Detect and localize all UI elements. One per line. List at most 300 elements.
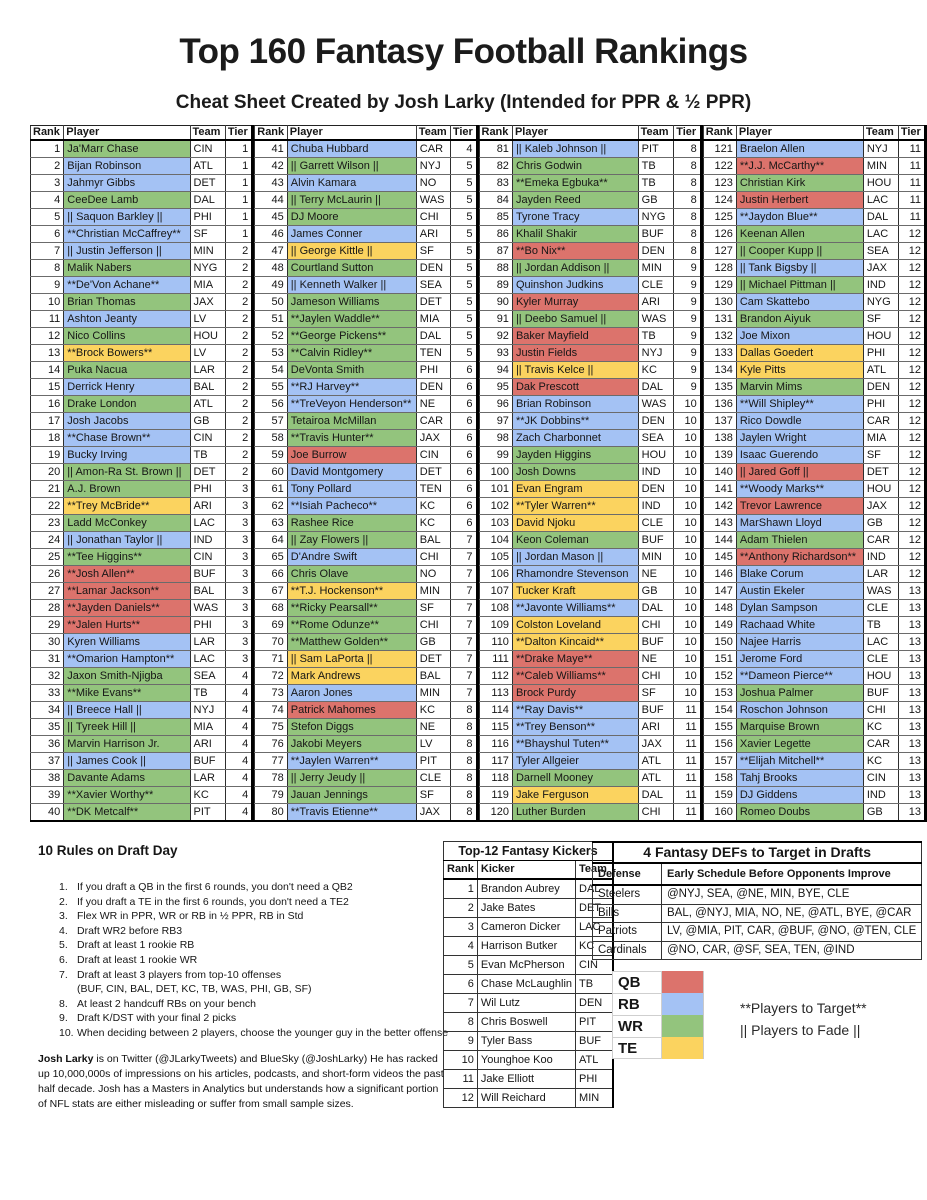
- team-cell: NO: [416, 566, 450, 583]
- team-cell: MIN: [416, 583, 450, 600]
- player-cell: Brian Robinson: [512, 396, 638, 413]
- rank-cell: 156: [703, 736, 736, 753]
- rank-cell: 130: [703, 294, 736, 311]
- rule-item: [38, 880, 448, 895]
- tier-cell: 10: [674, 532, 702, 549]
- team-cell: HOU: [638, 447, 674, 464]
- player-row: [479, 600, 701, 617]
- player-cell: Jakobi Meyers: [287, 736, 416, 753]
- column-header-rank: Rank: [479, 126, 512, 141]
- player-row: [255, 192, 477, 209]
- tier-cell: 7: [450, 600, 477, 617]
- player-row: [703, 464, 925, 481]
- kicker-name-cell: Brandon Aubrey: [477, 879, 575, 899]
- rule-item: [38, 909, 448, 924]
- player-row: [255, 583, 477, 600]
- kicker-team-cell: KC: [576, 937, 614, 956]
- rank-cell: 64: [255, 532, 288, 549]
- rule-item: [38, 953, 448, 968]
- tier-cell: 11: [898, 209, 925, 226]
- tier-cell: 5: [450, 192, 477, 209]
- player-row: [479, 566, 701, 583]
- rule-item: [38, 895, 448, 910]
- rank-cell: 8: [31, 260, 64, 277]
- tier-cell: 8: [674, 175, 702, 192]
- kicker-name-cell: Harrison Butker: [477, 937, 575, 956]
- legend-label-rb: RB: [612, 993, 662, 1015]
- rank-cell: 58: [255, 430, 288, 447]
- team-cell: ATL: [638, 753, 674, 770]
- rank-cell: 35: [31, 719, 64, 736]
- rank-cell: 141: [703, 481, 736, 498]
- rank-cell: 119: [479, 787, 512, 804]
- player-cell: Brian Thomas: [64, 294, 190, 311]
- player-row: [479, 413, 701, 430]
- tier-cell: 10: [674, 430, 702, 447]
- kicker-rank-cell: 3: [444, 918, 478, 937]
- player-row: [31, 243, 253, 260]
- rank-cell: 135: [703, 379, 736, 396]
- rankings-header-row: [479, 126, 701, 141]
- player-row: [703, 702, 925, 719]
- player-row: [703, 328, 925, 345]
- player-row: [703, 379, 925, 396]
- legend-swatch-rb: [662, 993, 704, 1015]
- team-cell: JAX: [638, 736, 674, 753]
- team-cell: PHI: [416, 362, 450, 379]
- team-cell: MIN: [638, 260, 674, 277]
- player-cell: Khalil Shakir: [512, 226, 638, 243]
- tier-cell: 11: [674, 787, 702, 804]
- rank-cell: 7: [31, 243, 64, 260]
- rank-cell: 128: [703, 260, 736, 277]
- rank-cell: 76: [255, 736, 288, 753]
- tier-cell: 5: [450, 294, 477, 311]
- author-name: Josh Larky: [38, 1053, 94, 1065]
- player-row: [703, 719, 925, 736]
- tier-cell: 7: [450, 566, 477, 583]
- player-cell: **Lamar Jackson**: [64, 583, 190, 600]
- player-cell: Jauan Jennings: [287, 787, 416, 804]
- team-cell: CAR: [863, 413, 898, 430]
- team-cell: WAS: [416, 192, 450, 209]
- rank-cell: 140: [703, 464, 736, 481]
- team-cell: NYG: [638, 209, 674, 226]
- tier-cell: 4: [225, 804, 252, 822]
- kicker-row: [444, 994, 614, 1013]
- team-cell: DAL: [190, 192, 225, 209]
- player-row: [255, 140, 477, 158]
- column-header-rank: Rank: [703, 126, 736, 141]
- player-cell: || Jared Goff ||: [736, 464, 863, 481]
- defense-schedule-cell: LV, @MIA, PIT, CAR, @BUF, @NO, @TEN, CLE: [662, 923, 922, 942]
- draft-rules-list: [38, 880, 448, 1041]
- tier-cell: 12: [898, 396, 925, 413]
- player-cell: **Jaylen Warren**: [287, 753, 416, 770]
- player-cell: Justin Herbert: [736, 192, 863, 209]
- rank-cell: 95: [479, 379, 512, 396]
- tier-cell: 2: [225, 243, 252, 260]
- tier-cell: 12: [898, 311, 925, 328]
- player-cell: || Tank Bigsby ||: [736, 260, 863, 277]
- player-row: [255, 600, 477, 617]
- team-cell: IND: [638, 464, 674, 481]
- player-cell: Kyle Pitts: [736, 362, 863, 379]
- player-row: [479, 634, 701, 651]
- player-cell: **Xavier Worthy**: [64, 787, 190, 804]
- team-cell: CHI: [416, 617, 450, 634]
- player-cell: Jerome Ford: [736, 651, 863, 668]
- rank-cell: 88: [479, 260, 512, 277]
- kicker-team-cell: CIN: [576, 956, 614, 975]
- rank-cell: 92: [479, 328, 512, 345]
- defense-schedule-cell: @NO, CAR, @SF, SEA, TEN, @IND: [662, 941, 922, 960]
- tier-cell: 5: [450, 158, 477, 175]
- team-cell: BUF: [638, 634, 674, 651]
- fade-note: || Players to Fade ||: [740, 1022, 861, 1038]
- player-cell: Braelon Allen: [736, 140, 863, 158]
- tier-cell: 7: [450, 668, 477, 685]
- player-row: [255, 158, 477, 175]
- player-cell: Dallas Goedert: [736, 345, 863, 362]
- team-cell: DAL: [863, 209, 898, 226]
- player-cell: **Travis Etienne**: [287, 804, 416, 822]
- tier-cell: 10: [674, 413, 702, 430]
- tier-cell: 4: [225, 753, 252, 770]
- team-cell: LAC: [190, 651, 225, 668]
- player-cell: Darnell Mooney: [512, 770, 638, 787]
- kicker-name-cell: Chris Boswell: [477, 1013, 575, 1032]
- team-cell: CIN: [416, 447, 450, 464]
- rank-cell: 102: [479, 498, 512, 515]
- team-cell: MIN: [638, 549, 674, 566]
- player-row: [255, 532, 477, 549]
- player-row: [479, 379, 701, 396]
- team-cell: TB: [638, 328, 674, 345]
- rank-cell: 29: [31, 617, 64, 634]
- tier-cell: 9: [674, 328, 702, 345]
- team-cell: DET: [416, 294, 450, 311]
- team-cell: LAC: [863, 192, 898, 209]
- player-row: [703, 515, 925, 532]
- player-cell: Najee Harris: [736, 634, 863, 651]
- rule-item: [38, 938, 448, 953]
- kicker-row: [444, 956, 614, 975]
- player-row: [703, 362, 925, 379]
- player-cell: Cam Skattebo: [736, 294, 863, 311]
- legend-label-qb: QB: [612, 971, 662, 993]
- rank-cell: 44: [255, 192, 288, 209]
- rule-number: 5.: [59, 939, 68, 952]
- tier-cell: 8: [674, 226, 702, 243]
- tier-cell: 2: [225, 345, 252, 362]
- kicker-name-cell: Younghoe Koo: [477, 1051, 575, 1070]
- player-cell: **Jaylen Waddle**: [287, 311, 416, 328]
- player-cell: Mark Andrews: [287, 668, 416, 685]
- player-cell: DJ Giddens: [736, 787, 863, 804]
- rank-cell: 107: [479, 583, 512, 600]
- tier-cell: 7: [450, 617, 477, 634]
- tier-cell: 6: [450, 396, 477, 413]
- player-cell: Jayden Higgins: [512, 447, 638, 464]
- player-row: [31, 140, 253, 158]
- player-row: [255, 804, 477, 822]
- tier-cell: 7: [450, 583, 477, 600]
- team-cell: BUF: [638, 226, 674, 243]
- team-cell: NE: [638, 651, 674, 668]
- tier-cell: 11: [898, 158, 925, 175]
- player-row: [479, 770, 701, 787]
- team-cell: HOU: [863, 481, 898, 498]
- player-cell: || George Kittle ||: [287, 243, 416, 260]
- rank-cell: 41: [255, 140, 288, 158]
- legend-label-wr: WR: [612, 1015, 662, 1037]
- player-row: [255, 396, 477, 413]
- team-cell: HOU: [190, 328, 225, 345]
- player-row: [479, 702, 701, 719]
- tier-cell: 11: [898, 175, 925, 192]
- team-cell: ARI: [190, 498, 225, 515]
- player-row: [479, 753, 701, 770]
- player-cell: Jake Ferguson: [512, 787, 638, 804]
- tier-cell: 4: [225, 668, 252, 685]
- rank-cell: 34: [31, 702, 64, 719]
- rankings-header-row: [255, 126, 477, 141]
- player-row: [479, 787, 701, 804]
- team-cell: BUF: [190, 753, 225, 770]
- rank-cell: 82: [479, 158, 512, 175]
- rank-cell: 32: [31, 668, 64, 685]
- player-cell: Tyrone Tracy: [512, 209, 638, 226]
- player-row: [31, 787, 253, 804]
- rank-cell: 10: [31, 294, 64, 311]
- rank-cell: 81: [479, 140, 512, 158]
- tier-cell: 8: [674, 243, 702, 260]
- rank-cell: 142: [703, 498, 736, 515]
- team-cell: IND: [863, 787, 898, 804]
- tier-cell: 6: [450, 379, 477, 396]
- rank-cell: 160: [703, 804, 736, 822]
- rule-number: 4.: [59, 924, 68, 937]
- team-cell: BAL: [416, 668, 450, 685]
- rank-cell: 150: [703, 634, 736, 651]
- rank-cell: 78: [255, 770, 288, 787]
- rank-cell: 62: [255, 498, 288, 515]
- team-cell: KC: [863, 753, 898, 770]
- team-cell: BUF: [863, 685, 898, 702]
- rule-item: [38, 997, 448, 1012]
- rank-cell: 15: [31, 379, 64, 396]
- player-cell: Adam Thielen: [736, 532, 863, 549]
- team-cell: PHI: [863, 345, 898, 362]
- tier-cell: 11: [898, 140, 925, 158]
- player-row: [31, 158, 253, 175]
- tier-cell: 4: [450, 140, 477, 158]
- rank-cell: 123: [703, 175, 736, 192]
- team-cell: GB: [863, 804, 898, 822]
- player-cell: || Breece Hall ||: [64, 702, 190, 719]
- team-cell: CHI: [638, 668, 674, 685]
- marker-notes: [740, 997, 867, 1041]
- team-cell: DEN: [416, 379, 450, 396]
- team-cell: IND: [638, 498, 674, 515]
- team-cell: KC: [416, 702, 450, 719]
- defense-name-cell: Steelers: [593, 885, 662, 904]
- kicker-team-cell: TB: [576, 975, 614, 994]
- defenses-table: [592, 841, 922, 960]
- legend-row-qb: [612, 971, 704, 993]
- rank-cell: 120: [479, 804, 512, 822]
- tier-cell: 10: [674, 481, 702, 498]
- player-cell: Tyler Allgeier: [512, 753, 638, 770]
- tier-cell: 8: [450, 719, 477, 736]
- player-cell: Ashton Jeanty: [64, 311, 190, 328]
- rule-item: [38, 1026, 448, 1041]
- player-row: [255, 617, 477, 634]
- rankings-header-row: [31, 126, 253, 141]
- tier-cell: 6: [450, 447, 477, 464]
- team-cell: PIT: [190, 804, 225, 822]
- kicker-row: [444, 1051, 614, 1070]
- kicker-team-cell: PHI: [576, 1070, 614, 1089]
- tier-cell: 3: [225, 532, 252, 549]
- player-row: [479, 532, 701, 549]
- team-cell: CLE: [416, 770, 450, 787]
- player-row: [255, 294, 477, 311]
- player-cell: **Jaydon Blue**: [736, 209, 863, 226]
- rank-cell: 89: [479, 277, 512, 294]
- legend-swatch-qb: [662, 971, 704, 993]
- rankings-group-4: [703, 125, 927, 822]
- rank-cell: 155: [703, 719, 736, 736]
- kicker-rank-cell: 6: [444, 975, 478, 994]
- rank-cell: 60: [255, 464, 288, 481]
- rank-cell: 134: [703, 362, 736, 379]
- tier-cell: 9: [674, 311, 702, 328]
- player-cell: Keenan Allen: [736, 226, 863, 243]
- player-cell: Luther Burden: [512, 804, 638, 822]
- team-cell: MIA: [190, 277, 225, 294]
- tier-cell: 10: [674, 464, 702, 481]
- player-cell: Trevor Lawrence: [736, 498, 863, 515]
- team-cell: KC: [416, 498, 450, 515]
- kicker-team-cell: LAC: [576, 918, 614, 937]
- tier-cell: 12: [898, 549, 925, 566]
- player-row: [31, 362, 253, 379]
- rank-cell: 159: [703, 787, 736, 804]
- rank-cell: 73: [255, 685, 288, 702]
- team-cell: SF: [863, 447, 898, 464]
- rank-cell: 154: [703, 702, 736, 719]
- rule-text: Flex WR in PPR, WR or RB in ½ PPR, RB in Std: [77, 910, 304, 923]
- player-cell: David Njoku: [512, 515, 638, 532]
- tier-cell: 7: [450, 685, 477, 702]
- player-row: [703, 736, 925, 753]
- tier-cell: 9: [674, 260, 702, 277]
- player-cell: Romeo Doubs: [736, 804, 863, 822]
- rank-cell: 77: [255, 753, 288, 770]
- team-cell: SF: [863, 311, 898, 328]
- tier-cell: 2: [225, 260, 252, 277]
- rank-cell: 24: [31, 532, 64, 549]
- rank-cell: 68: [255, 600, 288, 617]
- player-cell: DJ Moore: [287, 209, 416, 226]
- team-cell: DAL: [638, 787, 674, 804]
- team-cell: JAX: [863, 498, 898, 515]
- team-cell: DAL: [416, 328, 450, 345]
- tier-cell: 2: [225, 294, 252, 311]
- player-row: [31, 532, 253, 549]
- player-row: [255, 311, 477, 328]
- player-cell: Chuba Hubbard: [287, 140, 416, 158]
- legend-label-te: TE: [612, 1037, 662, 1059]
- rank-cell: 100: [479, 464, 512, 481]
- player-row: [479, 158, 701, 175]
- kicker-name-cell: Tyler Bass: [477, 1032, 575, 1051]
- rule-text: Draft at least 1 rookie RB: [77, 939, 195, 952]
- tier-cell: 7: [450, 549, 477, 566]
- player-cell: **Javonte Williams**: [512, 600, 638, 617]
- defenses-header-row: [593, 863, 922, 885]
- team-cell: JAX: [416, 804, 450, 822]
- rank-cell: 118: [479, 770, 512, 787]
- column-header-tier: Tier: [898, 126, 925, 141]
- rank-cell: 101: [479, 481, 512, 498]
- team-cell: HOU: [863, 668, 898, 685]
- player-row: [479, 481, 701, 498]
- tier-cell: 5: [450, 209, 477, 226]
- player-cell: **Trey McBride**: [64, 498, 190, 515]
- player-row: [31, 685, 253, 702]
- player-cell: MarShawn Lloyd: [736, 515, 863, 532]
- tier-cell: 9: [674, 277, 702, 294]
- team-cell: DEN: [638, 413, 674, 430]
- player-row: [703, 243, 925, 260]
- tier-cell: 13: [898, 770, 925, 787]
- team-cell: SF: [416, 243, 450, 260]
- rankings-grid: [30, 125, 927, 822]
- tier-cell: 11: [674, 719, 702, 736]
- team-cell: GB: [638, 192, 674, 209]
- player-row: [479, 175, 701, 192]
- team-cell: LV: [190, 311, 225, 328]
- player-cell: **J.J. McCarthy**: [736, 158, 863, 175]
- kicker-row: [444, 1013, 614, 1032]
- kicker-name-cell: Jake Bates: [477, 899, 575, 918]
- rank-cell: 75: [255, 719, 288, 736]
- player-row: [703, 277, 925, 294]
- team-cell: ATL: [863, 362, 898, 379]
- rank-cell: 110: [479, 634, 512, 651]
- player-row: [255, 379, 477, 396]
- rank-cell: 1: [31, 140, 64, 158]
- player-row: [703, 753, 925, 770]
- player-cell: Xavier Legette: [736, 736, 863, 753]
- player-cell: **Anthony Richardson**: [736, 549, 863, 566]
- rank-cell: 36: [31, 736, 64, 753]
- rank-cell: 37: [31, 753, 64, 770]
- player-row: [31, 498, 253, 515]
- team-cell: LAR: [190, 770, 225, 787]
- tier-cell: 3: [225, 481, 252, 498]
- tier-cell: 10: [674, 668, 702, 685]
- player-row: [255, 226, 477, 243]
- column-header-player: Player: [64, 126, 190, 141]
- tier-cell: 12: [898, 447, 925, 464]
- player-cell: Bucky Irving: [64, 447, 190, 464]
- player-row: [31, 481, 253, 498]
- team-cell: DEN: [638, 243, 674, 260]
